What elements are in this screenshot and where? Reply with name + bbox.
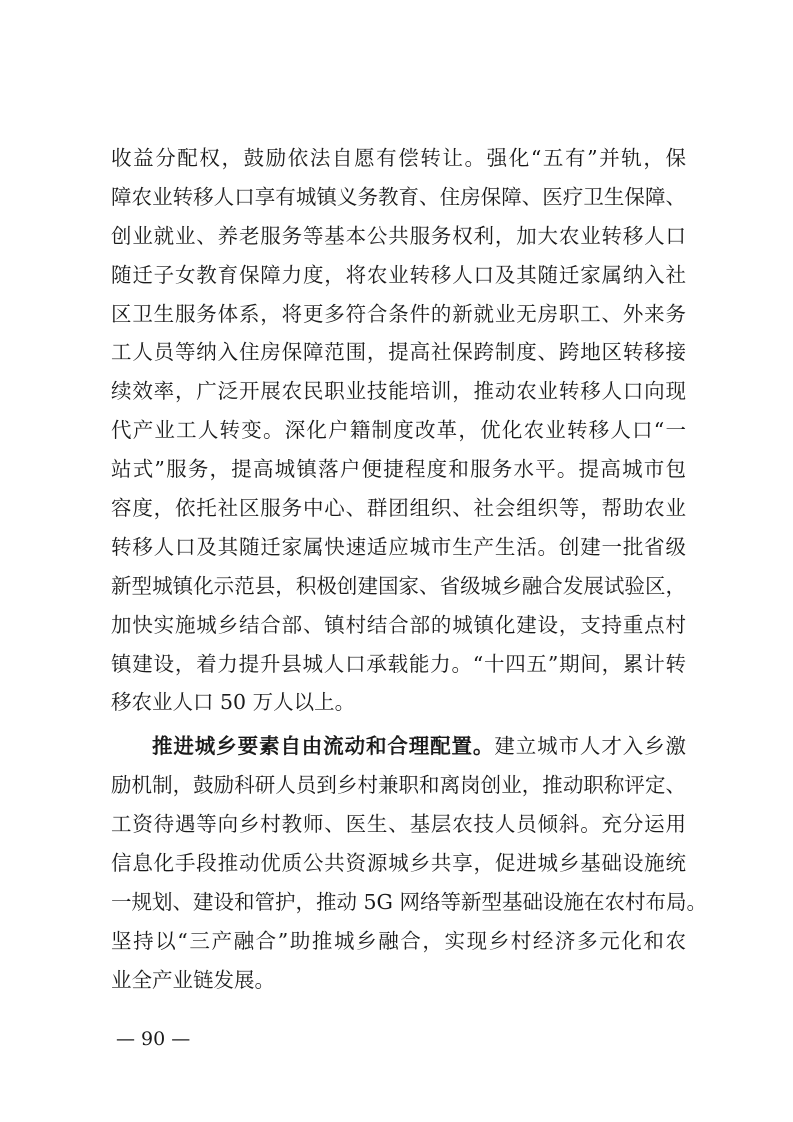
text-line [111,727,686,766]
text-line: 容度，依托社区服务中心、群团组织、社会组织等，帮助农业 [111,496,686,521]
text-line: 加快实施城乡结合部、镇村结合部的城镇化建设，支持重点村 [111,612,686,637]
text-line: 励机制，鼓励科研人员到乡村兼职和离岗创业，推动职称评定、 [111,773,686,798]
text-line: 收益分配权，鼓励依法自愿有偿转让。强化“五有”并轨，保 [111,146,686,170]
text-line: 新型城镇化示范县，积极创建国家、省级城乡融合发展试验区， [111,573,686,598]
text-line: 工人员等纳入住房保障范围，提高社保跨制度、跨地区转移接 [111,340,686,365]
body-text [111,139,707,1000]
text-line: 创业就业、养老服务等基本公共服务权利，加大农业转移人口 [111,223,686,248]
paragraph-2 [111,727,707,999]
text-line: 业全产业链发展。 [111,967,275,992]
text-line: 镇建设，着力提升县城人口承载能力。“十四五”期间，累计转 [111,651,686,676]
paragraph-text: 建立城市人才入乡激 [494,734,687,759]
text-line: 转移人口及其随迁家属快速适应城市生产生活。创建一批省级 [111,534,686,559]
text-line: 移农业人口 50 万人以上。 [111,690,356,715]
text-line: 站式”服务，提高城镇落户便捷程度和服务水平。提高城市包 [111,457,686,482]
text-line: 一规划、建设和管护，推动 5G 网络等新型基础设施在农村布局。 [111,889,707,914]
text-line: 工资待遇等向乡村教师、医生、基层农技人员倾斜。充分运用 [111,812,686,837]
text-line: 坚持以“三产融合”助推城乡融合，实现乡村经济多元化和农 [111,928,686,953]
text-line: 代产业工人转变。深化户籍制度改革，优化农业转移人口“一 [111,418,686,443]
text-line: 信息化手段推动优质公共资源城乡共享，促进城乡基础设施统 [111,851,686,876]
text-line: 障农业转移人口享有城镇义务教育、住房保障、医疗卫生保障、 [111,184,686,209]
page-number: — 90 — [116,1028,191,1050]
text-line: 区卫生服务体系，将更多符合条件的新就业无房职工、外来务 [111,301,686,326]
paragraph-heading: 推进城乡要素自由流动和合理配置。 [152,734,495,759]
text-line: 续效率，广泛开展农民职业技能培训，推动农业转移人口向现 [111,379,686,404]
text-line: 随迁子女教育保障力度，将农业转移人口及其随迁家属纳入社 [111,262,686,287]
paragraph-1 [111,139,686,722]
